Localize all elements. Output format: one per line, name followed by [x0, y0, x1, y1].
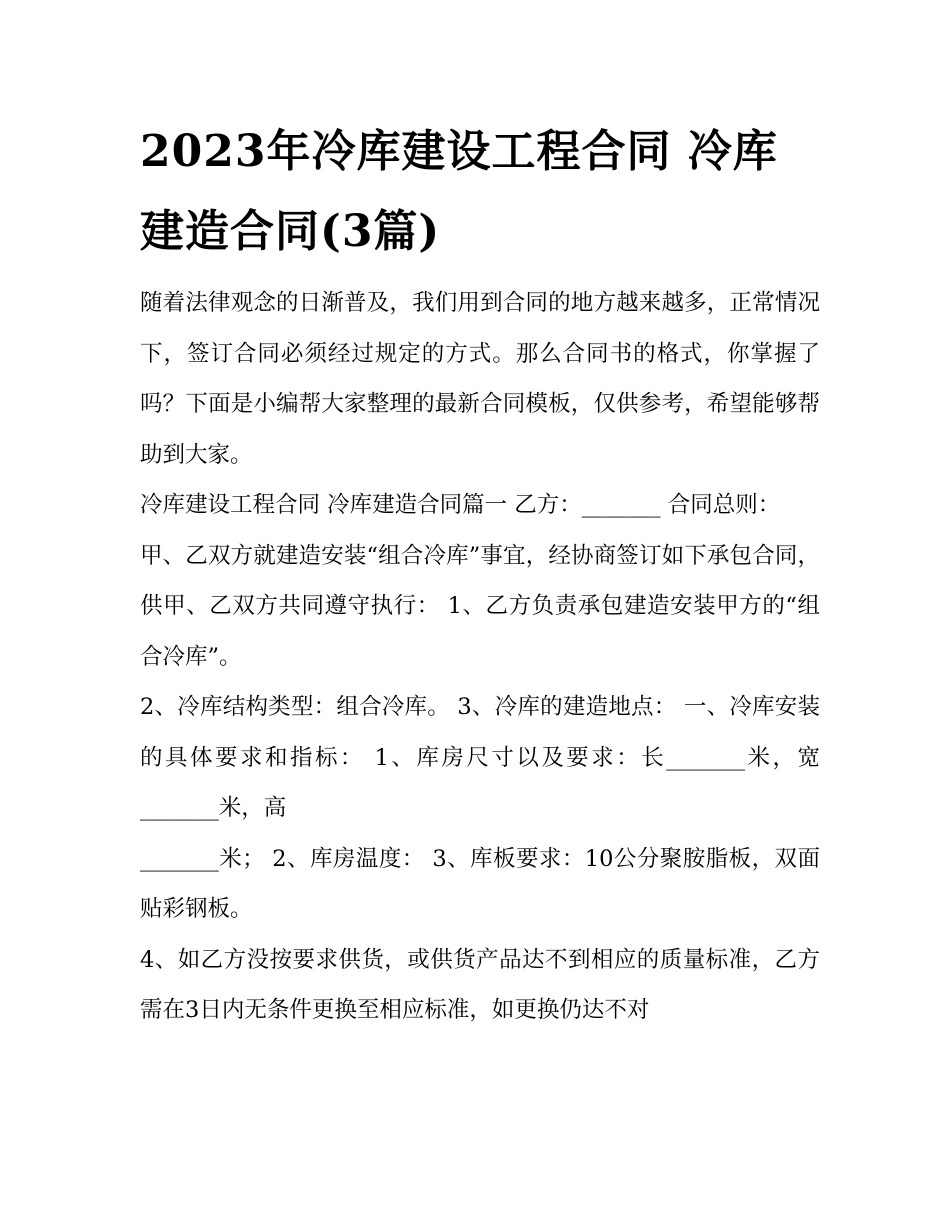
paragraph-intro: 随着法律观念的日渐普及，我们用到合同的地方越来越多，正常情况下，签订合同必须经过规定的方式。那么合同书的格式，你掌握了吗？下面是小编帮大家整理的最新合同模板，仅供参考，希望能够帮助到大家。 [140, 290, 820, 468]
paragraph-temperature-panels: _______米； 2、库房温度： 3、库板要求：10公分聚胺脂板，双面贴彩钢板。 [140, 845, 820, 922]
paragraph-supply-quality: 4、如乙方没按要求供货，或供货产品达不到相应的质量标准，乙方需在3日内无条件更换至相应标准，如更换仍达不对 [140, 946, 820, 1023]
paragraph-general-terms: 甲、乙双方就建造安装“组合冷库”事宜，经协商签订如下承包合同，供甲、乙双方共同遵守执行： 1、乙方负责承包建造安装甲方的“组合冷库”。 [140, 542, 820, 670]
paragraph-structure-requirements: 2、冷库结构类型：组合冷库。 3、冷库的建造地点： 一、冷库安装的具体要求和指标： 1、库房尺寸以及要求：长_______米，宽_______米，高 [140, 694, 820, 821]
document-body [140, 278, 820, 1036]
document-title: 2023年冷库建设工程合同 冷库建造合同(3篇) [140, 126, 778, 257]
paragraph-contract-heading: 冷库建设工程合同 冷库建造合同篇一 乙方：_______ 合同总则： [140, 492, 781, 518]
